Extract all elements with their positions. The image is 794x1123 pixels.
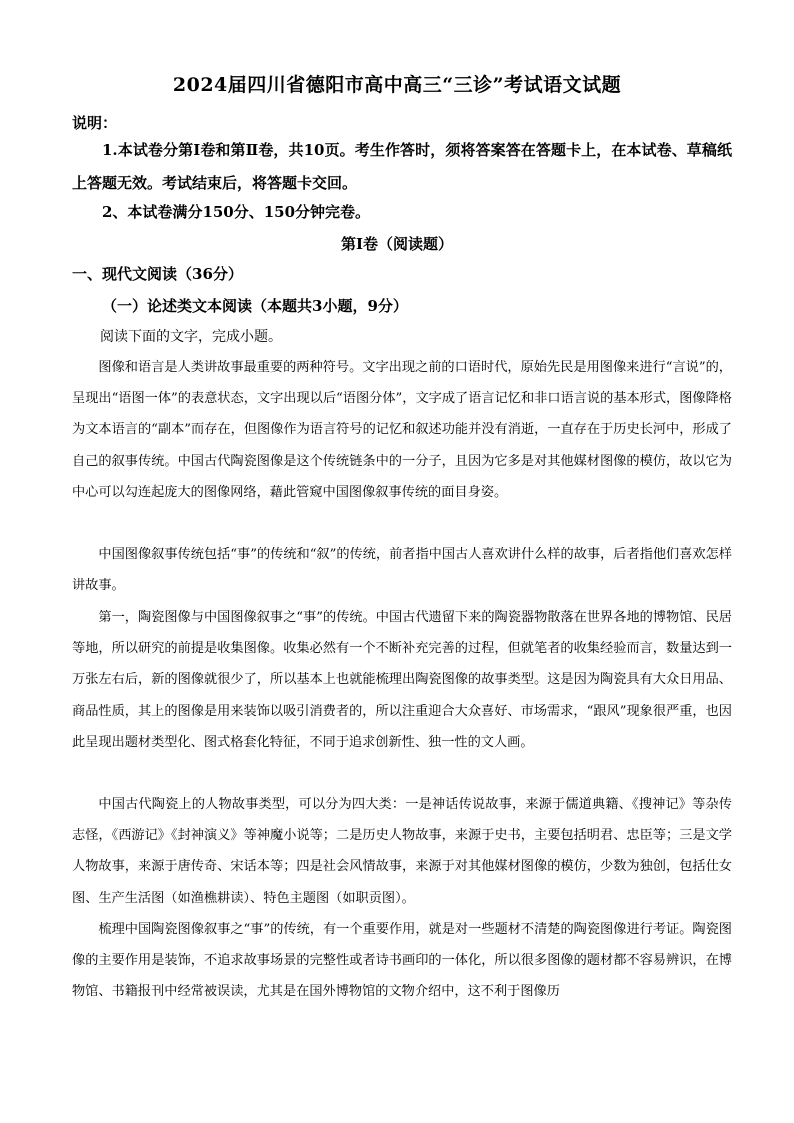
reading-prompt: 阅读下面的文字，完成小题。 <box>100 329 282 345</box>
section-title: 一、现代文阅读（36分） <box>72 265 243 283</box>
paragraph-2: 中国图像叙事传统包括“事”的传统和“叙”的传统，前者指中国古人喜欢讲什么样的故事，后者指他们喜欢怎样讲故事。 <box>72 547 732 594</box>
paragraph-1: 图像和语言是人类讲故事最重要的两种符号。文字出现之前的口语时代，原始先民是用图像来进行“言说”的，呈现出“语图一体”的表意状态，文字出现以后“语图分体”，文字成了语言记忆和非口语言说的基本形式，图像降格为文本语言的“副本”而存在，但图像作为语言符号的记忆和叙述功能并没有消逝，一直存在于历史长河中，形成了自己的叙事传统。中国古代陶瓷图像是这个传统链条中的一分子，且因为它多是对其他媒材图像的模仿，故以它为中心可以勾连起庞大的图像网络，藉此管窥中国图像叙事传统的面目身姿。 <box>72 360 732 500</box>
paragraph-5: 梳理中国陶瓷图像叙事之“事”的传统，有一个重要作用，就是对一些题材不清楚的陶瓷图像进行考证。陶瓷图像的主要作用是装饰，不追求故事场景的完整性或者诗书画印的一体化，所以很多图像的题材都不容易辨识，在博物馆、书籍报刊中经常被误读，尤其是在国外博物馆的文物介绍中，这不利于图像历 <box>72 922 732 1000</box>
notice-label: 说明： <box>72 114 118 132</box>
paragraph-4: 中国古代陶瓷上的人物故事类型，可以分为四大类：一是神话传说故事，来源于儒道典籍、《搜神记》等杂传志怪，《西游记》《封神演义》等神魔小说等；二是历史人物故事，来源于史书，主要包括明君、忠臣等；三是文学人物故事，来源于唐传奇、宋话本等；四是社会风情故事，来源于对其他媒材图像的模仿，少数为独创，包括仕女图、生产生活图（如渔樵耕读）、特色主题图（如职贡图）。 <box>72 797 732 906</box>
subsection-title: （一）论述类文本阅读（本题共3小题，9分） <box>102 297 408 315</box>
volume-title: 第Ⅰ卷（阅读题） <box>340 235 454 253</box>
paragraph-3: 第一，陶瓷图像与中国图像叙事之“事”的传统。中国古代遗留下来的陶瓷器物散落在世界各地的博物馆、民居等地，所以研究的前提是收集图像。收集必然有一个不断补充完善的过程，但就笔者的收集经验而言，数量达到一万张左右后，新的图像就很少了，所以基本上也就能梳理出陶瓷图像的故事类型。这是因为陶瓷具有大众日用品、商品性质，其上的图像是用来装饰以吸引消费者的，所以注重迎合大众喜好、市场需求，“跟风”现象很严重，也因此呈现出题材类型化、图式格套化特征，不同于追求创新性、独一性的文人画。 <box>72 610 732 750</box>
instruction-1: 1.本试卷分第Ⅰ卷和第Ⅱ卷，共10页。考生作答时，须将答案答在答题卡上，在本试卷、草稿纸上答题无效。考试结束后，将答题卡交回。 <box>72 141 732 192</box>
document-title: 2024届四川省德阳市高中高三“三诊”考试语文试题 <box>172 74 622 96</box>
instruction-2: 2、本试卷满分150分、150分钟完卷。 <box>102 203 371 221</box>
